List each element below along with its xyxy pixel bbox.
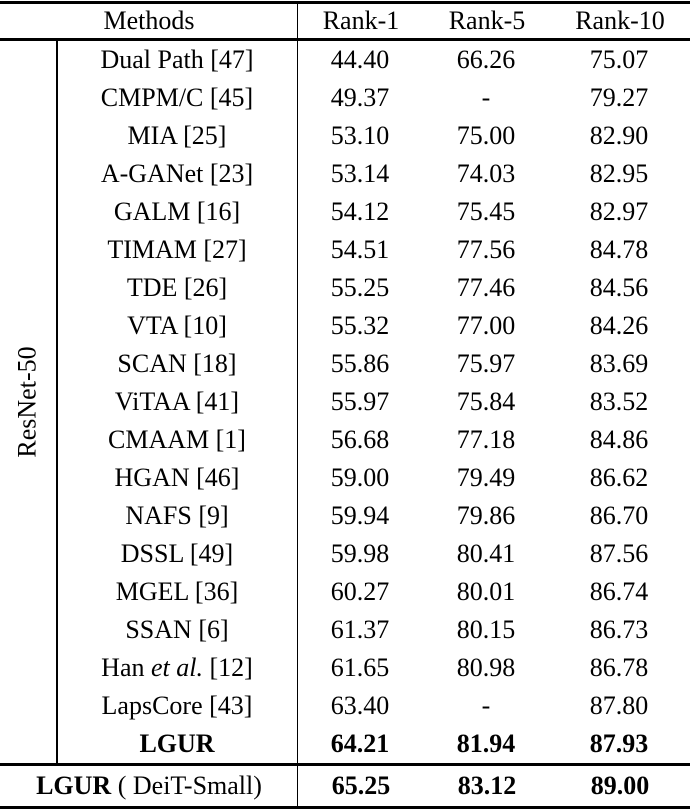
method-name: LGUR <box>139 729 215 759</box>
method-name: SCAN [18] <box>117 348 237 378</box>
rank1-value: 61.65 <box>330 653 390 683</box>
rank10-value: 84.78 <box>589 234 649 264</box>
rank1-value: 61.37 <box>330 614 390 644</box>
table-row <box>57 725 690 763</box>
table-row <box>57 649 690 687</box>
method-name: Dual Path [47] <box>100 44 254 74</box>
footer-rank5-value: 83.12 <box>457 770 517 800</box>
method-name: VTA [10] <box>127 310 227 340</box>
method-name: MIA [25] <box>127 120 227 150</box>
footer-rank10-value: 89.00 <box>590 770 650 800</box>
method-name: ViTAA [41] <box>114 386 240 416</box>
method-name: MGEL [36] <box>115 576 239 606</box>
rank5-value: 75.00 <box>456 120 516 150</box>
rank1-value: 63.40 <box>330 691 390 721</box>
rank10-value: 84.56 <box>589 272 649 302</box>
rank5-value: 77.56 <box>456 234 516 264</box>
rank1-value: 55.25 <box>330 272 390 302</box>
rank5-value: 80.15 <box>456 614 516 644</box>
rank5-value: - <box>481 691 491 721</box>
rank10-header: Rank-10 <box>575 5 665 35</box>
rank5-value: 80.01 <box>456 576 516 606</box>
rank1-value: 55.32 <box>330 310 390 340</box>
table-row <box>57 79 690 117</box>
rank5-value: 66.26 <box>456 44 516 74</box>
method-name: Han et al. [12] <box>101 653 253 683</box>
table-row <box>57 421 690 459</box>
rank10-value: 86.70 <box>589 500 649 530</box>
table-row <box>57 497 690 535</box>
method-name: CMPM/C [45] <box>100 82 254 112</box>
rank1-value: 49.37 <box>330 82 390 112</box>
method-name: SSAN [6] <box>125 614 229 644</box>
table-row <box>57 611 690 649</box>
table-row <box>57 573 690 611</box>
footer-method-bold-part: LGUR <box>36 770 112 800</box>
rank1-value: 44.40 <box>330 44 390 74</box>
rank5-value: 81.94 <box>456 729 516 759</box>
rank10-value: 86.74 <box>589 576 649 606</box>
rank1-value: 55.86 <box>330 348 390 378</box>
rank10-value: 83.69 <box>589 348 649 378</box>
footer-row <box>0 766 690 806</box>
group-label: ResNet-50 <box>13 346 43 458</box>
table-row <box>57 307 690 345</box>
rank5-value: 77.46 <box>456 272 516 302</box>
footer-method-name <box>0 771 298 801</box>
method-name: GALM [16] <box>113 196 241 226</box>
rank5-value: 79.49 <box>456 462 516 492</box>
methods-header: Methods <box>103 5 195 35</box>
rank10-value: 75.07 <box>589 44 649 74</box>
rank1-value: 60.27 <box>330 576 390 606</box>
rank5-value: 75.97 <box>456 348 516 378</box>
table-row <box>57 345 690 383</box>
rank10-value: 82.90 <box>589 120 649 150</box>
rank1-value: 59.94 <box>330 500 390 530</box>
method-name: A-GANet [23] <box>100 158 254 188</box>
table-header-row <box>0 4 690 39</box>
footer-rank1-value: 65.25 <box>331 770 391 800</box>
rank1-value: 59.00 <box>330 462 390 492</box>
rank10-value: 87.93 <box>589 729 649 759</box>
rank10-value: 84.26 <box>589 310 649 340</box>
rank1-header: Rank-1 <box>322 5 400 35</box>
rank1-value: 55.97 <box>330 386 390 416</box>
rank1-value: 54.12 <box>330 196 390 226</box>
rank1-value: 59.98 <box>330 538 390 568</box>
table-row <box>57 41 690 79</box>
rank5-value: - <box>481 82 491 112</box>
rank5-value: 77.00 <box>456 310 516 340</box>
rank5-value: 77.18 <box>456 424 516 454</box>
rank10-value: 83.52 <box>589 386 649 416</box>
rank1-value: 53.14 <box>330 158 390 188</box>
rank1-value: 54.51 <box>330 234 390 264</box>
table-row <box>57 383 690 421</box>
table-row <box>57 193 690 231</box>
method-name: CMAAM [1] <box>108 424 246 454</box>
rank10-value: 82.95 <box>589 158 649 188</box>
group-label-cell <box>0 41 56 764</box>
bottom-rule <box>0 806 690 809</box>
rank5-header: Rank-5 <box>448 5 526 35</box>
table-row <box>57 231 690 269</box>
rank10-value: 86.78 <box>589 653 649 683</box>
table-row <box>57 269 690 307</box>
method-name: HGAN [46] <box>114 462 240 492</box>
method-name: LapsCore [43] <box>101 691 253 721</box>
rank1-value: 64.21 <box>330 729 390 759</box>
table-row <box>57 459 690 497</box>
table-row <box>57 117 690 155</box>
rank10-value: 86.62 <box>589 462 649 492</box>
rank10-value: 87.56 <box>589 538 649 568</box>
rank5-value: 79.86 <box>456 500 516 530</box>
rank10-value: 86.73 <box>589 614 649 644</box>
rank5-value: 80.41 <box>456 538 516 568</box>
method-name: DSSL [49] <box>120 538 234 568</box>
table-body <box>57 41 690 764</box>
rank10-value: 87.80 <box>589 691 649 721</box>
rank1-value: 56.68 <box>330 424 390 454</box>
table-row <box>57 535 690 573</box>
rank5-value: 74.03 <box>456 158 516 188</box>
rank10-value: 84.86 <box>589 424 649 454</box>
rank10-value: 79.27 <box>589 82 649 112</box>
table-row <box>57 687 690 725</box>
method-name: TDE [26] <box>126 272 228 302</box>
rank5-value: 75.45 <box>456 196 516 226</box>
method-name: NAFS [9] <box>125 500 229 530</box>
table-row <box>57 155 690 193</box>
rank10-value: 82.97 <box>589 196 649 226</box>
rank1-value: 53.10 <box>330 120 390 150</box>
footer-method-rest-part: ( DeiT-Small) <box>111 770 262 800</box>
rank5-value: 75.84 <box>456 386 516 416</box>
rank5-value: 80.98 <box>456 653 516 683</box>
method-name: TIMAM [27] <box>107 234 247 264</box>
